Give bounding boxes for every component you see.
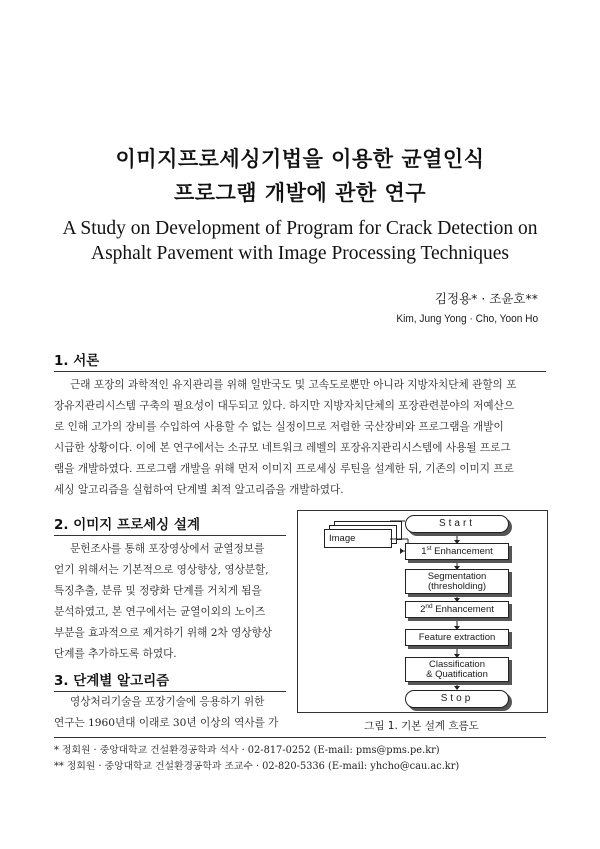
section2-line: 문헌조사를 통해 포장영상에서 균열정보를 [70,543,265,555]
ordinal-sup: st [426,544,432,552]
section2-line: 특징추출, 분류 및 정량화 단계를 거치게 됨을 [54,585,262,597]
section3-heading: 3. 단계별 알고리즘 [54,673,170,689]
footnote-2: ** 정회원 · 중앙대학교 건설환경공학과 조교수 · 02-820-5336 (E-mail: yhcho@cau.ac.kr) [54,761,460,772]
title-korean-line2: 프로그램 개발에 관한 연구 [173,181,427,205]
flow-stop [405,690,509,708]
section1-line: 시급한 상황이다. 이에 본 연구에서는 소규모 네트워크 레벨의 포장유지관리시스템에 사용될 프로그 [54,442,511,454]
flow-start-label: Start [438,517,476,529]
section1-line: 램을 개발하였다. 프로그램 개발을 위해 먼저 이미지 프로세싱 루틴을 설계한 뒤, 기존의 이미지 프로 [54,463,514,475]
section1-line: 로 인해 고가의 장비를 수입하여 사용할 수 없는 실정이므로 저렴한 국산장비와 프로그램을 개발이 [54,421,504,433]
title-english-line1: A Study on Development of Program for Crack Detection on [62,218,538,239]
footnote-rule [54,737,546,738]
flow-stop-label: Stop [440,692,474,704]
section3-body [54,692,286,734]
flow-2nd-enhancement-label [420,604,494,615]
figure-caption: 그림 1. 기본 설계 흐름도 [364,720,479,732]
figure-flowchart [297,510,548,713]
authors-korean: 김정용* · 조윤호** [434,291,538,306]
section2-heading: 2. 이미지 프로세싱 설계 [54,517,200,533]
flow-1st-enhancement-label [421,546,493,557]
footnote-1: * 정회원 · 중앙대학교 건설환경공학과 석사 · 02-817-0252 (E-mail: pms@pms.pe.kr) [54,745,440,756]
section2-rule [54,535,286,536]
flow-feature-extraction [405,629,509,646]
section1-line: 근래 포장의 과학적인 유지관리를 위해 일반국도 및 고속도로뿐만 아니라 지방자치단체 관할의 포 [70,379,517,391]
flow-classification-label: Classification [429,658,485,670]
section1-body [54,375,546,501]
step-text: Enhancement [431,546,493,558]
image-input-label: Image [329,533,356,544]
section1-line: 세싱 알고리즘을 실험하여 단계별 최적 알고리즘을 개발하였다. [54,484,344,496]
flow-classification [405,657,509,682]
flow-feature-extraction-label: Feature extraction [418,631,496,643]
flow-2nd-enhancement [405,601,509,618]
section2-body [54,539,286,665]
section1-heading: 1. 서론 [54,353,100,369]
section1-rule [54,371,546,372]
authors-english: Kim, Jung Yong · Cho, Yoon Ho [396,313,538,325]
flow-classification-sublabel: & Quatification [426,668,488,680]
section2-line: 단계를 추가하도록 하였다. [54,648,177,660]
flow-segmentation [405,569,509,594]
flow-segmentation-label: Segmentation [427,570,487,582]
flow-segmentation-sublabel: (thresholding) [427,580,487,592]
section2-line: 부분을 효과적으로 제거하기 위해 2차 영상향상 [54,627,273,639]
flow-1st-enhancement [405,543,509,560]
section2-line: 분석하였고, 본 연구에서는 균열이외의 노이즈 [54,606,266,618]
section2-line: 얻기 위해서는 기본적으로 영상향상, 영상분할, [54,564,269,576]
step-text: Enhancement [432,604,494,616]
section3-line: 영상처리기술을 포장기술에 응용하기 위한 [70,696,265,708]
ordinal: 1 [421,546,427,558]
flow-start [405,515,509,533]
section3-line: 연구는 1960년대 이래로 30년 이상의 역사를 가 [54,717,279,729]
title-korean-line1: 이미지프로세싱기법을 이용한 균열인식 [115,147,485,171]
section1-line: 장유지관리시스템 구축의 필요성이 대두되고 있다. 하지만 지방자치단체의 포장관련분야의 저예산으 [54,400,515,412]
ordinal-sup: nd [425,602,433,610]
ordinal: 2 [420,604,426,616]
title-english-line2: Asphalt Pavement with Image Processing Techniques [91,243,509,264]
